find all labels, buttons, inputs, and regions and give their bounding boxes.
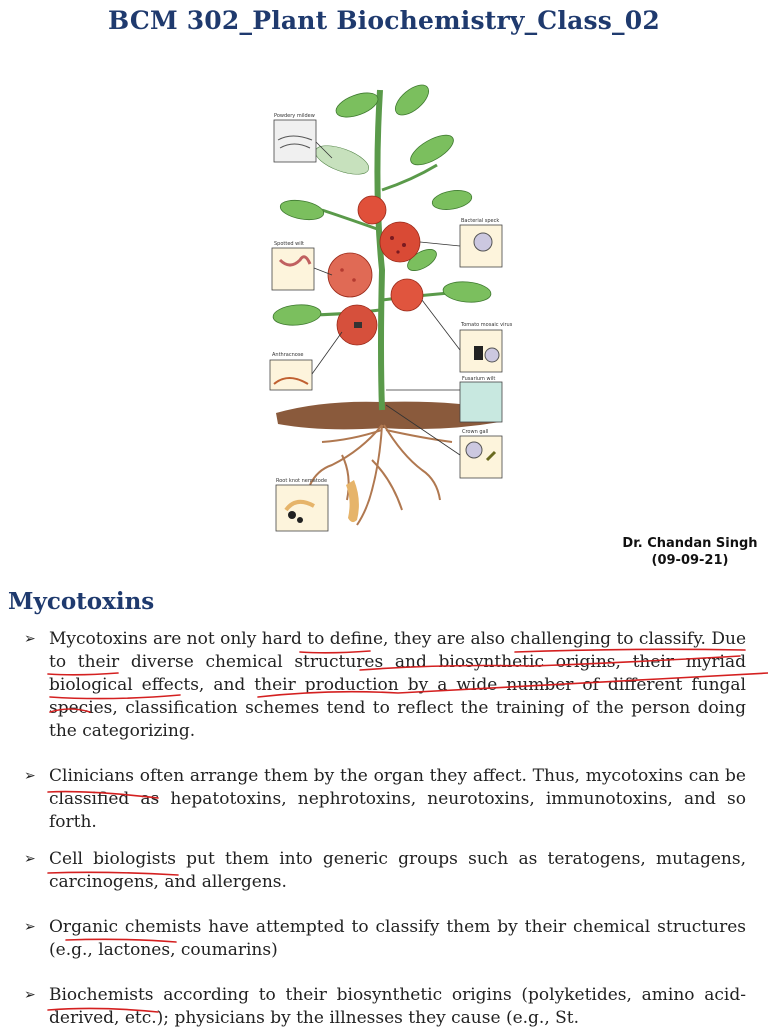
tomato-plant-disease-diagram — [262, 70, 512, 540]
label-powdery-mildew: Powdery mildew — [274, 113, 315, 119]
bullet-item — [22, 848, 746, 894]
label-spotted-wilt: Spotted wilt — [274, 241, 304, 247]
bullet-item — [22, 916, 746, 962]
arrow-bullet-icon: ➢ — [24, 631, 36, 647]
label-fusarium-wilt: Fusarium wilt — [462, 376, 496, 382]
bullet-text: Clinicians often arrange them by the organ they affect. Thus, mycotoxins can be classified as hepatotoxins, nephrotoxins, neurotoxins, immunotoxins, and so forth. — [49, 766, 746, 832]
section-heading: Mycotoxins — [8, 588, 155, 615]
bullet-item — [22, 765, 746, 834]
bullet-text: Cell biologists put them into generic groups such as teratogens, mutagens, carcinogens, and allergens. — [49, 849, 746, 892]
mildew-leaf — [312, 140, 372, 180]
bullet-list — [22, 628, 746, 1030]
arrow-bullet-icon: ➢ — [24, 987, 36, 1003]
author-name: Dr. Chandan Singh — [622, 536, 758, 551]
label-bacterial-speck: Bacterial speck — [461, 218, 500, 224]
label-crown-gall: Crown gall — [462, 429, 489, 435]
nematode-gall — [346, 480, 359, 522]
author-date: (09-09-21) — [651, 553, 729, 568]
bullet-text: Mycotoxins are not only hard to define, they are also challenging to classify. Due to their diverse chemical structures and biosynthetic origins, their myriad biological effects, and their production by a wide number of different fungal species, classification schemes tend to reflect the training of the person doing the categorizing. — [49, 629, 746, 741]
arrow-bullet-icon: ➢ — [24, 919, 36, 935]
roots — [310, 425, 452, 525]
page-title: BCM 302_Plant Biochemistry_Class_02 — [108, 6, 660, 35]
label-root-knot: Root knot nematode — [276, 478, 328, 484]
author-block — [610, 535, 768, 569]
label-tomato-mosaic: Tomato mosaic virus — [461, 322, 512, 328]
arrow-bullet-icon: ➢ — [24, 768, 36, 784]
bullet-text: Biochemists according to their biosynthetic origins (polyketides, amino acid-derived, etc.); physicians by the illnesses they cause (e.g., St. — [49, 985, 746, 1028]
bullet-item — [22, 628, 746, 743]
label-anthracnose: Anthracnose — [272, 352, 304, 358]
bullet-text: Organic chemists have attempted to classify them by their chemical structures (e.g., lactones, coumarins) — [49, 917, 746, 960]
arrow-bullet-icon: ➢ — [24, 851, 36, 867]
bullet-item — [22, 984, 746, 1030]
